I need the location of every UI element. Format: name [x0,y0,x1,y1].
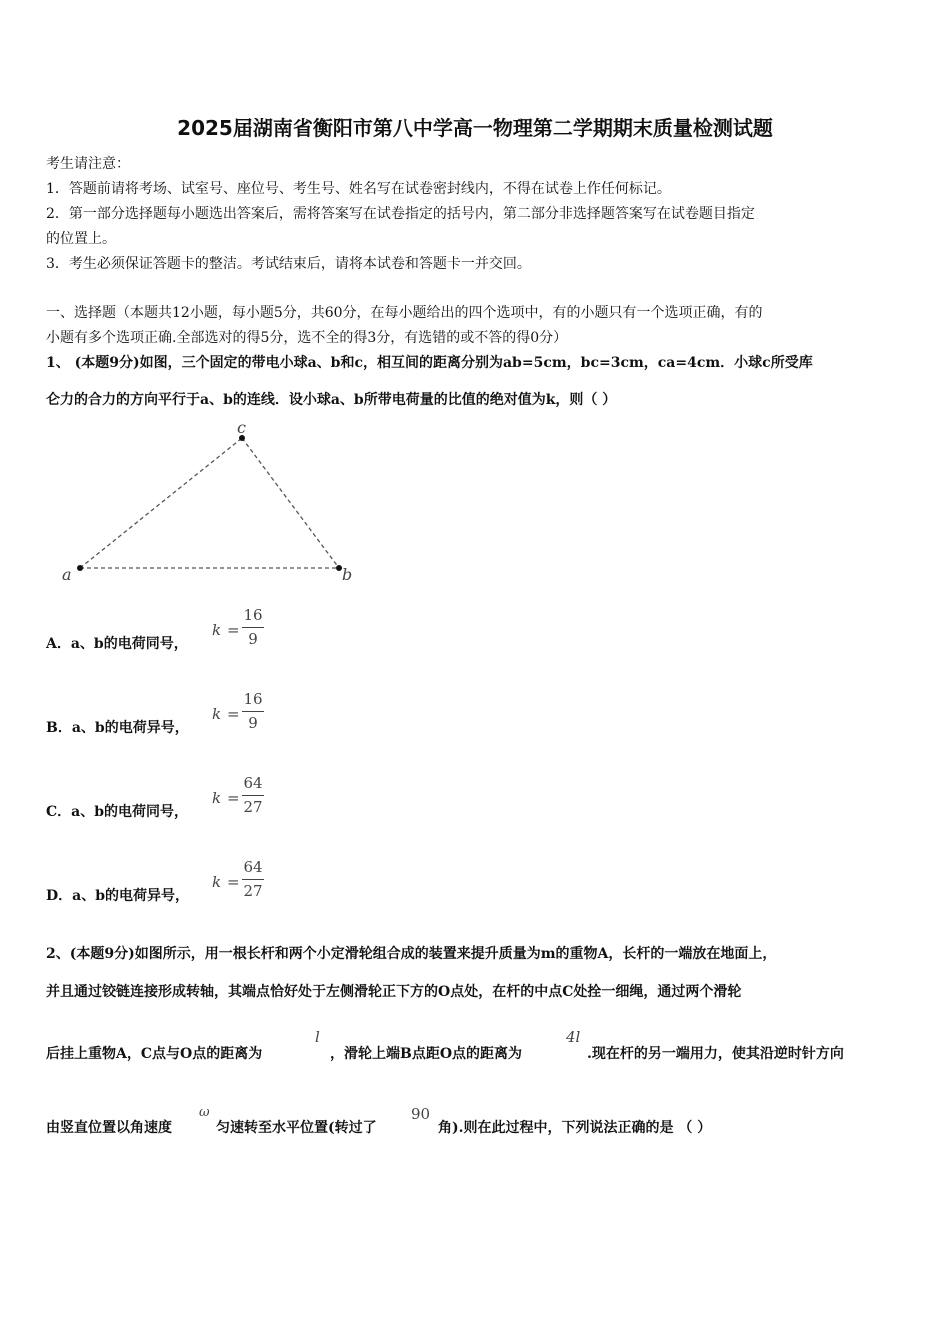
k-symbol: k [212,789,222,807]
notice-item-2b: 的位置上。 [46,231,116,247]
question-2-line-4b: 匀速转至水平位置(转过了 [216,1120,377,1136]
numerator: 16 [243,606,263,624]
label-c: c [237,420,246,437]
notice-item-2a: 2．第一部分选择题每小题选出答案后，需将答案写在试卷指定的括号内，第二部分非选择题答案写在试卷题目指定 [46,206,755,222]
denominator: 9 [248,714,258,732]
point-a [77,565,83,571]
numerator: 64 [243,774,263,792]
question-1-line-1: 1、 (本题9分)如图，三个固定的带电小球a、b和c，相互间的距离分别为ab=5cm，bc=3cm，ca=4cm．小球c所受库 [46,355,813,371]
numerator: 16 [243,690,263,708]
equals-sign: = [227,621,240,639]
equals-sign: = [227,789,240,807]
k-symbol: k [212,873,222,891]
option-b-label: B．a、b的电荷异号， [46,720,189,736]
question-2-line-4a: 由竖直位置以角速度 [46,1120,172,1136]
fraction-bar [242,879,264,880]
question-1-line-2: 仑力的合力的方向平行于a、b的连线．设小球a、b所带电荷量的比值的绝对值为k，则（ ） [46,392,617,408]
denominator: 9 [248,630,258,648]
notice-item-3: 3．考生必须保证答题卡的整洁。考试结束后，请将本试卷和答题卡一并交回。 [46,256,531,272]
fraction-bar [242,795,264,796]
symbol-l: l [315,1028,320,1046]
question-2-line-3a: 后挂上重物A，C点与O点的距离为 [46,1046,263,1062]
denominator: 27 [243,798,263,816]
option-a-label: A．a、b的电荷同号， [46,636,188,652]
k-symbol: k [212,705,222,723]
label-b: b [342,565,353,584]
option-d-label: D．a、b的电荷异号， [46,888,190,904]
section-instructions-2: 小题有多个选项正确.全部选对的得5分，选不全的得3分，有选错的或不答的得0分） [46,330,568,346]
denominator: 27 [243,882,263,900]
notice-item-1: 1．答题前请将考场、试室号、座位号、考生号、姓名写在试卷密封线内，不得在试卷上作任何标记。 [46,181,671,197]
page-title: 2025届湖南省衡阳市第八中学高一物理第二学期期末质量检测试题 [177,116,773,140]
triangle-figure [46,420,366,590]
question-2-line-4c: 角).则在此过程中，下列说法正确的是 （ ） [438,1120,712,1136]
notice-heading: 考生请注意： [46,156,130,172]
section-instructions-1: 一、选择题（本题共12小题，每小题5分，共60分，在每小题给出的四个选项中，有的小题只有一个选项正确，有的 [46,305,763,321]
question-2-line-2: 并且通过铰链连接形成转轴，其端点恰好处于左侧滑轮正下方的O点处，在杆的中点C处拴一细绳，通过两个滑轮 [46,984,742,1000]
symbol-90: 90 [411,1105,431,1123]
question-2-line-1: 2、(本题9分)如图所示，用一根长杆和两个小定滑轮组合成的装置来提升质量为m的重物A，长杆的一端放在地面上， [46,946,777,962]
equals-sign: = [227,705,240,723]
equals-sign: = [227,873,240,891]
k-symbol: k [212,621,222,639]
fraction-bar [242,627,264,628]
fraction-bar [242,711,264,712]
side-cb [242,438,339,568]
label-a: a [62,565,72,584]
numerator: 64 [243,858,263,876]
question-2-line-3b: ，滑轮上端B点距O点的距离为 [330,1046,523,1062]
side-ac [80,438,242,568]
question-2-line-3c: .现在杆的另一端用力，使其沿逆时针方向 [587,1046,844,1062]
symbol-4l: 4l [566,1028,581,1046]
option-c-label: C．a、b的电荷同号， [46,804,189,820]
symbol-omega: ω [199,1105,210,1120]
